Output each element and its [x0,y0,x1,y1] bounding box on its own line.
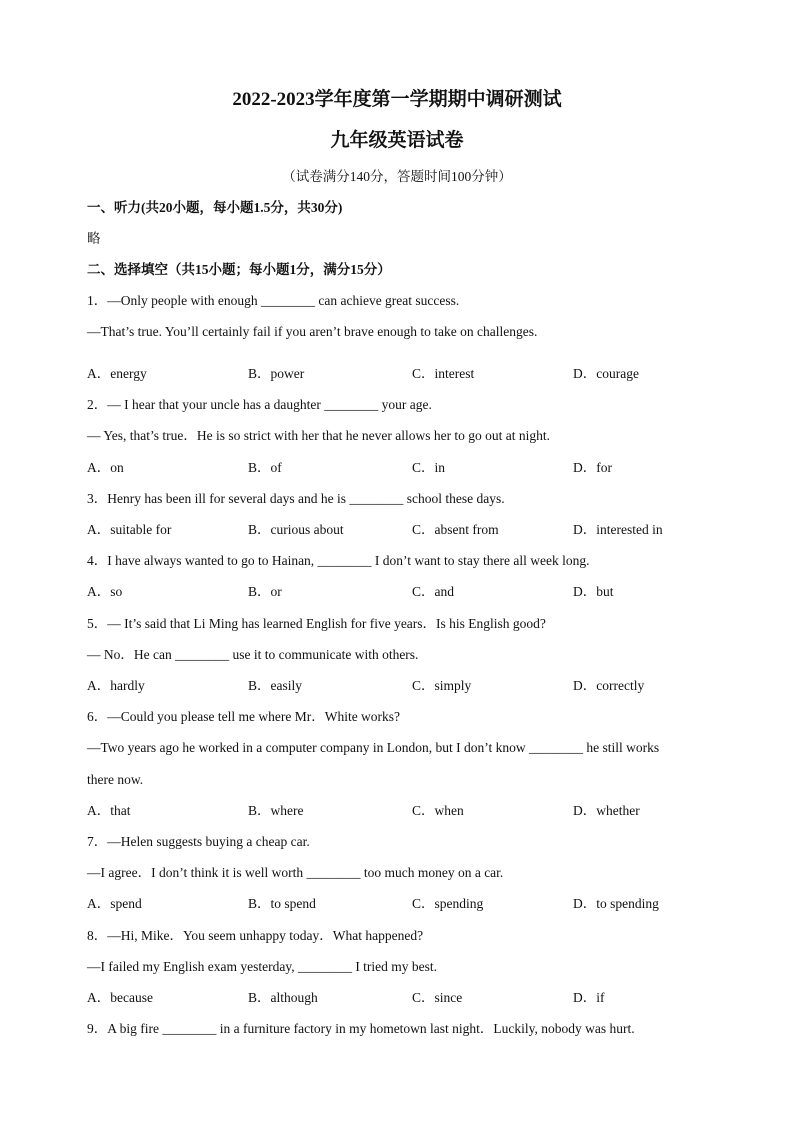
question-2-line-1: 2．— I hear that your uncle has a daughter ________ your age. [87,397,432,412]
question-7-option-d: D．to spending [573,896,659,911]
question-5-line-2: — No．He can ________ use it to communicate with others. [87,647,419,662]
question-6-option-b: B．where [248,803,304,818]
question-3-option-b: B．curious about [248,522,344,537]
question-1-option-c: C．interest [412,366,475,381]
question-5-option-b: B．easily [248,678,302,693]
question-2-line-2: — Yes, that’s true．He is so strict with her that he never allows her to go out at night. [87,428,551,443]
question-5-option-c: C．simply [412,678,472,693]
question-7-line-1: 7．—Helen suggests buying a cheap car. [87,834,310,849]
question-5-option-d: D．correctly [573,678,645,693]
question-5-option-a: A．hardly [87,678,145,693]
question-3-line-1: 3．Henry has been ill for several days and he is ________ school these days. [87,491,505,506]
question-5-line-1: 5．— It’s said that Li Ming has learned English for five years．Is his English good? [87,616,546,631]
question-6-option-a: A．that [87,803,131,818]
question-2-option-b: B．of [248,460,282,475]
section1-content: 略 [87,231,101,246]
question-3-option-d: D．interested in [573,522,663,537]
question-6-option-c: C．when [412,803,464,818]
question-6-line-1: 6．—Could you please tell me where Mr．White works? [87,709,401,724]
question-9-line-1: 9．A big fire ________ in a furniture factory in my hometown last night．Luckily, nobody was hurt. [87,1021,635,1036]
question-4-option-c: C．and [412,584,454,599]
question-6-line-3: there now. [87,772,144,787]
question-8-option-d: D．if [573,990,605,1005]
section2-heading: 二、选择填空（共15小题；每小题1分，满分15分） [87,262,391,277]
question-8-option-c: C．since [412,990,463,1005]
question-1-option-a: A．energy [87,366,147,381]
question-2-option-d: D．for [573,460,612,475]
question-4-option-a: A．so [87,584,123,599]
exam-note: （试卷满分140分，答题时间100分钟） [282,169,512,184]
question-1-option-b: B．power [248,366,305,381]
exam-title: 2022-2023学年度第一学期期中调研测试 [232,89,562,110]
question-6-line-2: —Two years ago he worked in a computer company in London, but I don’t know ________ he still works [87,740,660,755]
question-2-option-c: C．in [412,460,446,475]
question-3-option-c: C．absent from [412,522,499,537]
question-8-line-2: —I failed my English exam yesterday, ________ I tried my best. [87,959,438,974]
question-1-line-1: 1．—Only people with enough ________ can achieve great success. [87,293,460,308]
question-6-option-d: D．whether [573,803,640,818]
question-7-line-2: —I agree．I don’t think it is well worth ________ too much money on a car. [87,865,504,880]
question-4-line-1: 4．I have always wanted to go to Hainan, ________ I don’t want to stay there all week long. [87,553,590,568]
question-4-option-d: D．but [573,584,614,599]
question-1-line-2: —That’s true. You’ll certainly fail if you aren’t brave enough to take on challenges. [87,324,538,339]
question-1-option-d: D．courage [573,366,639,381]
exam-subtitle: 九年级英语试卷 [330,130,464,151]
question-8-line-1: 8．—Hi, Mike．You seem unhappy today．What happened? [87,928,424,943]
question-7-option-b: B．to spend [248,896,316,911]
question-2-option-a: A．on [87,460,124,475]
question-4-option-b: B．or [248,584,282,599]
question-7-option-a: A．spend [87,896,142,911]
section1-heading: 一、听力(共20小题，每小题1.5分，共30分) [87,200,343,215]
question-3-option-a: A．suitable for [87,522,172,537]
question-7-option-c: C．spending [412,896,484,911]
question-8-option-a: A．because [87,990,153,1005]
question-8-option-b: B．although [248,990,318,1005]
